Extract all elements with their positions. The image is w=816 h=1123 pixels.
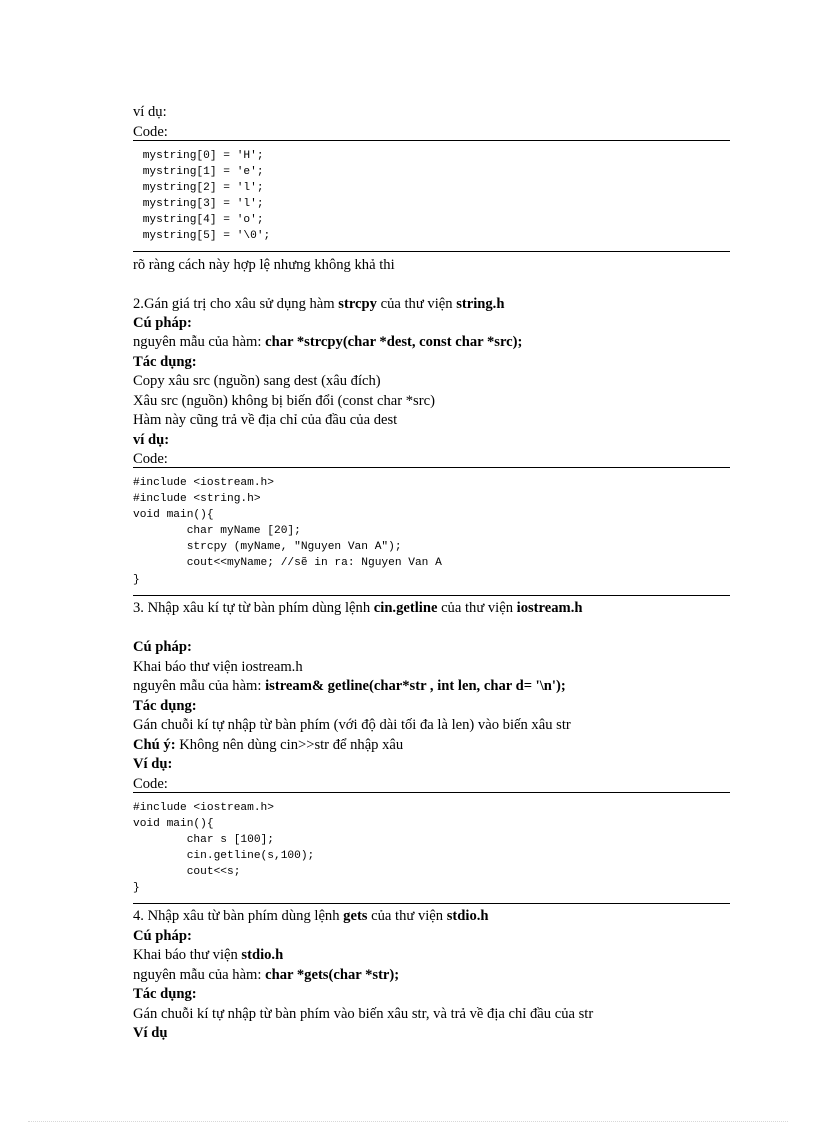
function-name: gets [343,908,368,924]
code-block-1: mystring[0] = 'H'; mystring[1] = 'e'; mystring[2] = 'l'; mystring[3] = 'l'; mystring[4] = 'o'; mystring[5] = '\0'; [142,150,271,243]
code-rule-bottom [133,251,730,252]
library-name: iostream.h [516,600,583,616]
function-name: strcpy [338,296,377,312]
effect-label: Tác dụng: [133,354,197,370]
code-rule-bottom [133,595,730,596]
code-block-2: #include <iostream.h> #include <string.h> void main(){ char myName [20]; strcpy (myName, "Nguyen Van A"); cout<<myName; //sẽ in ra: Nguyen Van A } [133,477,442,586]
prototype-prefix: nguyên mẫu của hàm: [133,678,266,694]
prototype-prefix: nguyên mẫu của hàm: [133,334,266,350]
note-line [133,736,403,754]
code-label: Code: [133,451,168,467]
code-rule-top [133,467,730,468]
library-declaration [133,946,283,964]
library-declaration: Khai báo thư viện iostream.h [133,659,303,675]
prototype: istream& getline(char*str , int len, char d= '\n'); [265,678,566,694]
example-label: Ví dụ [133,1025,168,1041]
code-block-3: #include <iostream.h> void main(){ char s [100]; cin.getline(s,100); cout<<s; } [133,802,315,895]
effect-line: Gán chuỗi kí tự nhập từ bàn phím (với độ dài tối đa là len) vào biến xâu str [133,717,571,733]
prototype-line [133,333,522,351]
code-rule-bottom [133,903,730,904]
function-name: cin.getline [373,600,438,616]
effect-line: Copy xâu src (nguồn) sang dest (xâu đích) [133,373,381,389]
code-label: Code: [133,776,168,792]
library-name: stdio.h [446,908,489,924]
note-text: Không nên dùng cin>>str để nhập xâu [175,737,404,753]
example-note: rõ ràng cách này hợp lệ nhưng không khả thi [133,257,395,273]
effect-line: Gán chuỗi kí tự nhập từ bàn phím vào biến xâu str, và trả về địa chỉ đầu của str [133,1006,594,1022]
library-name: string.h [456,296,505,312]
prototype-prefix: nguyên mẫu của hàm: [133,967,266,983]
example-label: ví dụ: [133,432,170,448]
prototype-line [133,966,399,984]
prototype: char *strcpy(char *dest, const char *src); [265,334,523,350]
declaration-prefix: Khai báo thư viện [133,947,242,963]
heading-text: của thư viện [376,296,457,312]
heading-text: 3. Nhập xâu kí tự từ bàn phím dùng lệnh [133,600,374,616]
effect-label: Tác dụng: [133,986,197,1002]
prototype: char *gets(char *str); [265,967,400,983]
section-3-heading [133,599,582,617]
note-label: Chú ý: [133,737,176,753]
example-label: Ví dụ: [133,756,173,772]
syntax-label: Cú pháp: [133,315,192,331]
section-2-heading [133,295,504,313]
library-name: stdio.h [241,947,284,963]
effect-line: Hàm này cũng trả về địa chỉ của đầu của dest [133,412,398,428]
syntax-label: Cú pháp: [133,639,192,655]
example-label: ví dụ: [133,104,167,120]
code-rule-top [133,140,730,141]
heading-text: 2.Gán giá trị cho xâu sử dụng hàm [133,296,339,312]
effect-line: Xâu src (nguồn) không bị biến đổi (const char *src) [133,393,435,409]
prototype-line [133,677,566,695]
heading-text: 4. Nhập xâu từ bàn phím dùng lệnh [133,908,344,924]
section-4-heading [133,907,489,925]
effect-label: Tác dụng: [133,698,197,714]
syntax-label: Cú pháp: [133,928,192,944]
code-rule-top [133,792,730,793]
page-bottom-border [28,1121,788,1122]
heading-text: của thư viện [437,600,517,616]
heading-text: của thư viện [367,908,447,924]
code-label: Code: [133,124,168,140]
